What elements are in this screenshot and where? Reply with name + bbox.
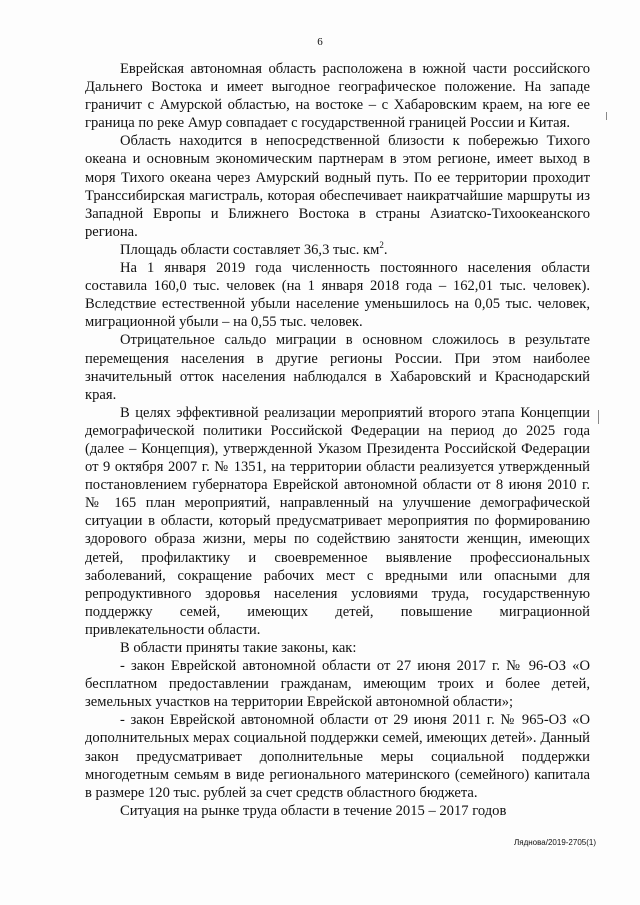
paragraph-laws-intro: В области приняты такие законы, как: (120, 640, 357, 656)
page-number: 6 (317, 36, 323, 48)
paragraph-population: На 1 января 2019 года численность постоянного населения области составила 160,0 тыс. человек (на 1 января 2018 года – 162,01 тыс. человек). Вследствие естественной убыли население уменьшилось на 0,05 тыс. человек, миграционной убыли – на 0,55 тыс. человек. (85, 260, 590, 331)
paragraph-law-2: - закон Еврейской автономной области от 29 июня 2011 г. № 965-ОЗ «О дополнительных мерах социальной поддержки семей, имеющих детей». Данный закон предусматривает дополнительные меры социальной поддержки многодетным семьям в виде регионального материнского (семейного) капитала в размере 120 тыс. рублей за счет средств областного бюджета. (85, 712, 590, 801)
scan-mark (606, 112, 607, 120)
paragraph-location: Еврейская автономная область расположена в южной части российского Дальнего Востока и имеет выгодное географическое положение. На западе граничит с Амурской областью, на востоке – с Хабаровским краем, на юге ее граница по реке Амур совпадает с государственной границей России и Китая. (85, 61, 590, 132)
paragraph-migration: Отрицательное сальдо миграции в основном сложилось в результате перемещения населения в другие регионы России. При этом наиболее значительный отток населения наблюдался в Хабаровский и Краснодарский края. (85, 332, 590, 403)
area-text: Площадь области составляет 36,3 тыс. км (120, 241, 380, 258)
paragraph-law-1: - закон Еврейской автономной области от 27 июня 2017 г. № 96-ОЗ «О бесплатном предоставлении гражданам, имеющим троих и более детей, земельных участков на территории Еврейской автономной области»; (85, 658, 590, 711)
scan-mark (598, 410, 599, 424)
document-code: Ляднова/2019-2705(1) (514, 838, 596, 847)
paragraph-concept: В целях эффективной реализации мероприятий второго этапа Концепции демографической политики Российской Федерации на период до 2025 года (далее – Концепция), утвержденной Указом Президента Российской Федерации от 9 октября 2007 г. № 1351, на территории области реализуется утвержденный постановлением губернатора Еврейской автономной области от 8 июня 2010 г. № 165 план мероприятий, направленный на улучшение демографической ситуации в области, который предусматривает мероприятия по формированию здорового образа жизни, меры по содействию занятости женщин, имеющих детей, профилактику и своевременное выявление профессиональных заболеваний, сокращение рабочих мест с вредными или опасными для репродуктивного здоровья населения условиями труда, государственную поддержку семей, имеющих детей, повышение миграционной привлекательности области. (85, 404, 590, 638)
paragraph-area (85, 241, 590, 259)
paragraph-labor-market: Ситуация на рынке труда области в течение 2015 – 2017 годов (120, 802, 507, 819)
paragraph-economy: Область находится в непосредственной близости к побережью Тихого океана и основным экономическим партнерам в этом регионе, имеет выход в моря Тихого океана через Амурский водный путь. По ее территории проходит Транссибирская магистраль, которая обеспечивает наикратчайшие маршруты из Западной Европы и Ближнего Востока в страны Азиатско-Тихоокеанского региона. (85, 133, 590, 240)
area-end: . (383, 241, 388, 258)
body-text (85, 60, 590, 820)
area-superscript: 2 (379, 240, 384, 251)
